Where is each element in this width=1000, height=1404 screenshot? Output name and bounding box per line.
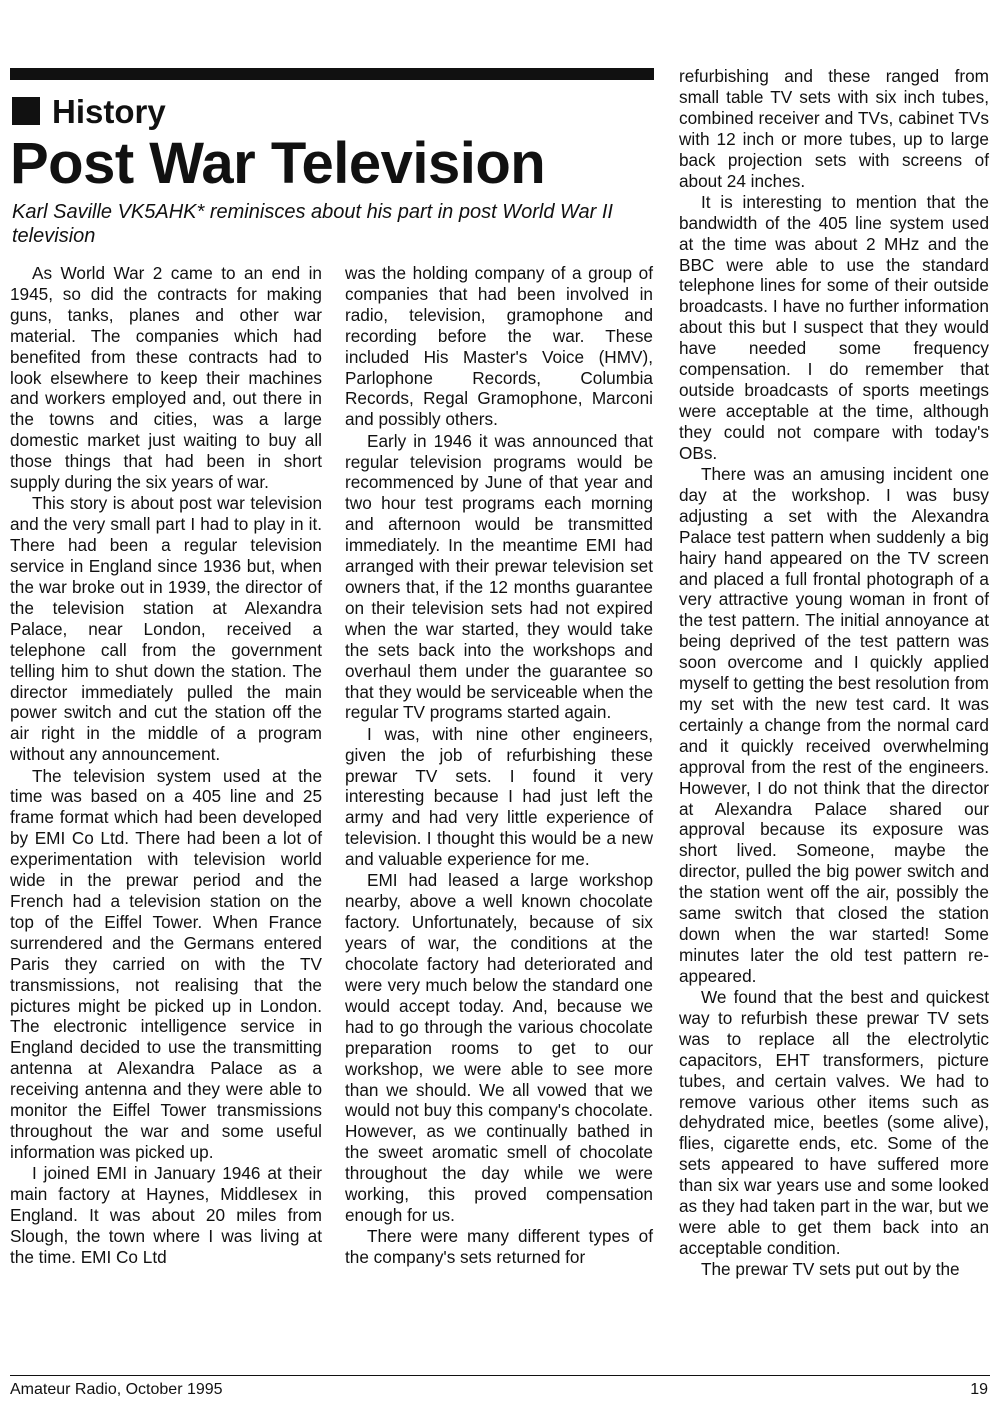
article-column-1 xyxy=(10,263,322,1268)
paragraph: was the holding company of a group of companies that had been involved in radio, television, gramophone and recording before the war. These included His Master's Voice (HMV), Parlophone Records, Columbia Records, Regal Gramophone, Marconi and possibly others. xyxy=(345,263,653,430)
footer-rule xyxy=(10,1375,990,1376)
paragraph: Early in 1946 it was announced that regular television programs would be recommenced by June of that year and two hour test programs each morning and afternoon would be transmitted immediately. In the meantime EMI had arranged with their prewar television set owners that, if the 12 months guarantee on their television sets had not expired when the war started, they would take the sets back into the workshops and overhaul them under the guarantee so that they would be serviceable when the regular TV programs started again. xyxy=(345,430,653,723)
paragraph: There were many different types of the company's sets returned for xyxy=(345,1226,653,1268)
paragraph: refurbishing and these ranged from small table TV sets with six inch tubes, combined receiver and TVs, cabinet TVs with 12 inch or more tubes, up to large back projection sets with screens of about 24 inches. xyxy=(679,66,989,191)
article-title: Post War Television xyxy=(10,131,546,196)
paragraph: This story is about post war television and the very small part I had to play in it. There had been a regular television service in England since 1936 but, when the war broke out in 1939, the director of the television station at Alexandra Palace, near London, received a telephone call from the government telling him to shut down the station. The director immediately pulled the main power switch and cut the station off the air right in the middle of a program without any announcement. xyxy=(10,493,322,765)
section-label xyxy=(12,92,166,132)
paragraph: I joined EMI in January 1946 at their main factory at Haynes, Middlesex in England. It was about 20 miles from Slough, the town where I was living at the time. EMI Co Ltd xyxy=(10,1163,322,1267)
paragraph: There was an amusing incident one day at the workshop. I was busy adjusting a set with the Alexandra Palace test pattern when suddenly a big hairy hand appeared on the TV screen and placed a full frontal photograph of a very attractive young woman in front of the test pattern. The initial annoyance at being deprived of the test pattern was soon overcome and I quickly applied myself to getting the best resolution from my set with the new test card. It was certainly a change from the normal card and it quickly received overwhelming approval from the rest of the engineers. However, I do not think that the director at Alexandra Palace shared our approval because its exposure was short lived. Someone, maybe the director, pulled the big power switch and the station went off the air, possibly the same switch that closed the station down when the war started! Some minutes later the old test pattern re-appeared. xyxy=(679,464,989,986)
article-column-2 xyxy=(345,263,653,1268)
paragraph: It is interesting to mention that the bandwidth of the 405 line system used at the time was about 2 MHz and the BBC were able to use the standard telephone lines for some of their outside broadcasts. I have no further information about this but I suspect that they would have needed some frequency compensation. I do remember that outside broadcasts of sports meetings were acceptable at the time, although they could not compare with today's OBs. xyxy=(679,191,989,463)
paragraph: EMI had leased a large workshop nearby, above a well known chocolate factory. Unfortunately, because of six years of war, the conditions at the chocolate factory had deteriorated and were very much below the standard one would accept today. And, because we had to go through the various chocolate preparation rooms to get to our workshop, we were able to see more than we should. We all vowed that we would not buy this company's chocolate. However, as we continually bathed in the sweet aromatic smell of chocolate throughout the day while we were working, this proved compensation enough for us. xyxy=(345,870,653,1225)
top-rule xyxy=(10,68,654,80)
paragraph: The prewar TV sets put out by the xyxy=(701,1259,960,1280)
page-number: 19 xyxy=(970,1381,988,1398)
paragraph: We found that the best and quickest way to refurbish these prewar TV sets was to replace all the electrolytic capacitors, EHT transformers, picture tubes, and certain valves. We had to remove various other items such as dehydrated mice, beetles (some alive), flies, cigarette ends, etc. Some of the sets appeared to have suffered more than six war years use and some looked as they had taken part in the war, but we were able to get them back into an acceptable condition. xyxy=(679,987,989,1258)
section-label-text: History xyxy=(52,93,166,130)
paragraph: I was, with nine other engineers, given the job of refurbishing these prewar TV sets. I found it very interesting because I had just left the army and had very little experience of television. I thought this would be a new and valuable experience for me. xyxy=(345,723,653,870)
paragraph: As World War 2 came to an end in 1945, so did the contracts for making guns, tanks, planes and other war material. The companies which had benefited from these contracts had to look elsewhere to keep their machines and workers employed and, out there in the towns and cities, was a large domestic market just waiting to buy all those things that had been in short supply during the six years of war. xyxy=(10,263,322,493)
footer-publication: Amateur Radio, October 1995 xyxy=(10,1381,223,1398)
article-standfirst: Karl Saville VK5AHK* reminisces about his part in post World War II television xyxy=(12,201,613,247)
article-column-3 xyxy=(679,66,989,1280)
section-square-icon xyxy=(12,97,40,125)
paragraph: The television system used at the time was based on a 405 line and 25 frame format which had been developed by EMI Co Ltd. There had been a lot of experimentation with television world wide in the prewar period and the French had a television station on the top of the Eiffel Tower. When France surrendered and the Germans entered Paris they carried on with the TV transmissions, not realising that the pictures might be picked up in London. The electronic intelligence service in England decided to use the transmitting antenna at Alexandra Palace as a receiving antenna and they were able to monitor the Eiffel Tower transmissions throughout the war and some useful information was picked up. xyxy=(10,765,322,1162)
